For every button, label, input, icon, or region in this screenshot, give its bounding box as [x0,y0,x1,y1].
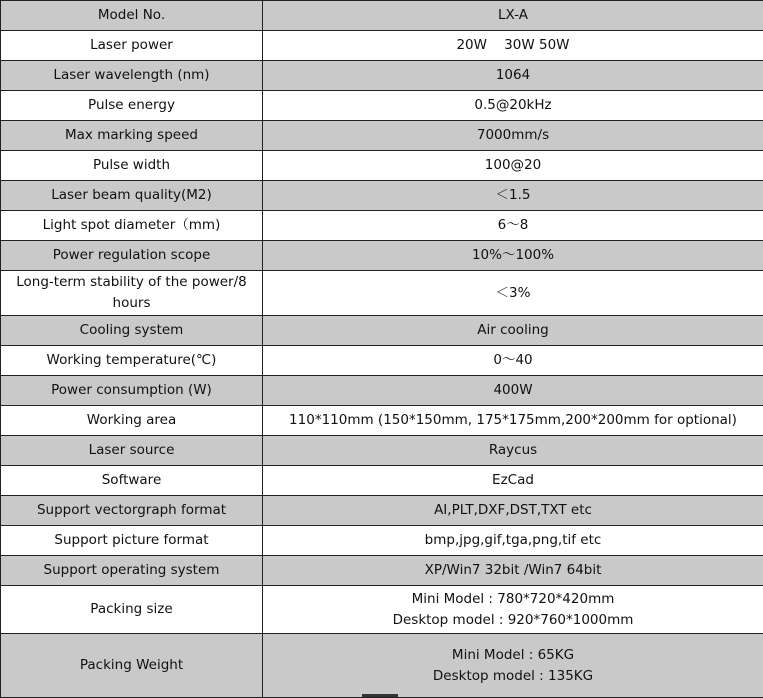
spec-label: Software [1,466,263,496]
spec-value: 110*110mm (150*150mm, 175*175mm,200*200mm for optional) [263,406,763,436]
spec-value: EzCad [263,466,763,496]
spec-label: Power consumption (W) [1,376,263,406]
spec-label: Max marking speed [1,121,263,151]
spec-value: 20W 30W 50W [263,31,763,61]
spec-value: 0.5@20kHz [263,91,763,121]
table-row [1,121,763,151]
spec-value-line: Mini Model : 65KG [267,645,759,666]
spec-value: ＜1.5 [263,181,763,211]
table-row [1,634,763,698]
table-row [1,346,763,376]
table-row [1,526,763,556]
spec-label: Cooling system [1,316,263,346]
table-row [1,31,763,61]
spec-label: Laser wavelength (nm) [1,61,263,91]
spec-label: Packing size [1,586,263,634]
spec-value: 1064 [263,61,763,91]
table-row [1,556,763,586]
spec-label: Packing Weight [1,634,263,698]
spec-label: Support picture format [1,526,263,556]
table-row [1,91,763,121]
spec-label: Light spot diameter（mm) [1,211,263,241]
spec-label: Pulse width [1,151,263,181]
spec-value: 0～40 [263,346,763,376]
spec-value: bmp,jpg,gif,tga,png,tif etc [263,526,763,556]
table-row [1,316,763,346]
spec-value: Air cooling [263,316,763,346]
spec-value: 100@20 [263,151,763,181]
table-row [1,181,763,211]
spec-value-line: Desktop model : 920*760*1000mm [267,610,759,631]
spec-value-line: Desktop model : 135KG [267,666,759,687]
table-row [1,586,763,634]
spec-label: Working temperature(℃) [1,346,263,376]
spec-label: Working area [1,406,263,436]
spec-value: LX-A [263,1,763,31]
spec-value: 7000mm/s [263,121,763,151]
table-row [1,376,763,406]
spec-value: 10%～100% [263,241,763,271]
spec-label: Laser beam quality(M2) [1,181,263,211]
table-row [1,436,763,466]
spec-label: Long-term stability of the power/8 hours [1,271,263,316]
spec-label: Support vectorgraph format [1,496,263,526]
table-row [1,61,763,91]
table-row [1,466,763,496]
spec-label: Model No. [1,1,263,31]
spec-value: Raycus [263,436,763,466]
spec-value: ＜3% [263,271,763,316]
spec-value [263,586,763,634]
spec-label: Laser power [1,31,263,61]
table-row [1,406,763,436]
table-row [1,271,763,316]
spec-value-line: Mini Model : 780*720*420mm [267,589,759,610]
table-row [1,241,763,271]
spec-value: 400W [263,376,763,406]
spec-label: Pulse energy [1,91,263,121]
spec-label: Power regulation scope [1,241,263,271]
spec-value: AI,PLT,DXF,DST,TXT etc [263,496,763,526]
spec-value [263,634,763,698]
spec-value: 6～8 [263,211,763,241]
table-row [1,1,763,31]
spec-label: Laser source [1,436,263,466]
spec-label: Support operating system [1,556,263,586]
table-row [1,211,763,241]
table-row [1,151,763,181]
spec-value: XP/Win7 32bit /Win7 64bit [263,556,763,586]
table-row [1,496,763,526]
